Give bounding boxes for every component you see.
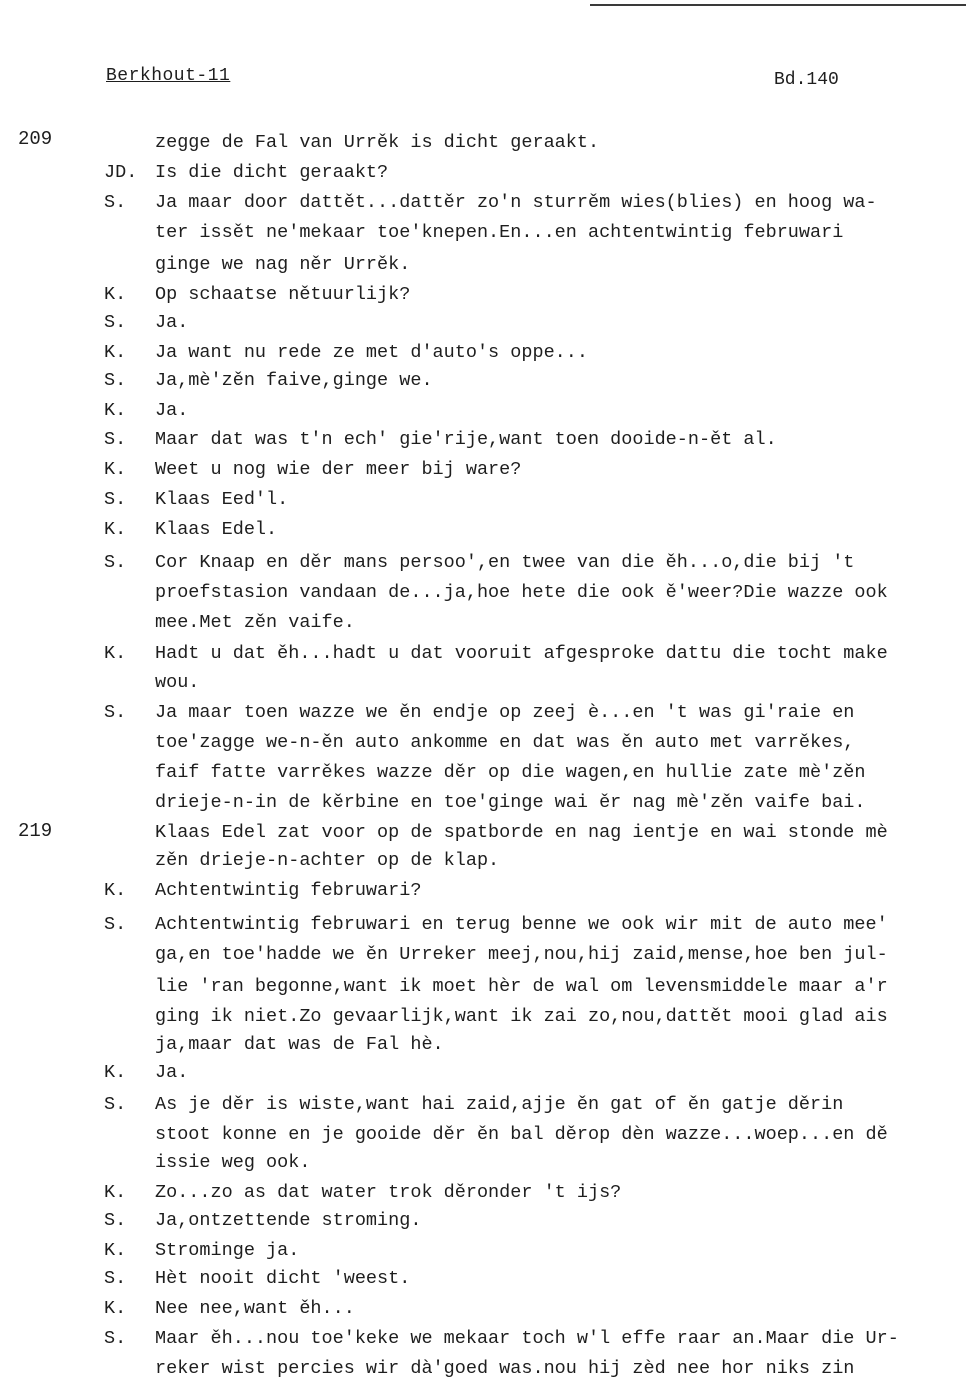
utterance-text: Cor Knaap en děr mans persoo',en twee van die ěh...o,die bij 't	[155, 552, 855, 573]
transcript-line	[0, 698, 966, 727]
transcript-line	[0, 818, 966, 847]
speaker-label: S.	[104, 1094, 127, 1115]
transcript-line	[0, 396, 966, 425]
speaker-label: K.	[104, 1182, 127, 1203]
continuation-text: ter issět ne'mekaar toe'knepen.En...en achtentwintig februwari	[155, 222, 844, 243]
speaker-label: JD.	[104, 162, 138, 183]
transcript-line	[0, 280, 966, 309]
speaker-label: S.	[104, 489, 127, 510]
transcript-line	[0, 188, 966, 217]
speaker-label: K.	[104, 643, 127, 664]
transcript-line	[0, 1058, 966, 1087]
continuation-text: ja,maar dat was de Fal hè.	[155, 1034, 444, 1055]
transcript-line	[0, 1178, 966, 1207]
transcript-line	[0, 1236, 966, 1265]
speaker-label: S.	[104, 312, 127, 333]
continuation-text: drieje-n-in de kěrbine en toe'ginge wai ěr nag mè'zěn vaife bai.	[155, 792, 866, 813]
continuation-text: wou.	[155, 672, 200, 693]
continuation-text: ginge we nag něr Urrěk.	[155, 254, 411, 275]
transcript-line	[0, 910, 966, 939]
transcript-line	[0, 218, 966, 247]
continuation-text: proefstasion vandaan de...ja,hoe hete die ook ě'weer?Die wazze ook	[155, 582, 888, 603]
transcript-line	[0, 515, 966, 544]
speaker-label: S.	[104, 192, 127, 213]
transcript-line	[0, 876, 966, 905]
transcript-line	[0, 972, 966, 1001]
transcript-line	[0, 608, 966, 637]
utterance-text: Klaas Eed'l.	[155, 489, 289, 510]
speaker-label: S.	[104, 552, 127, 573]
speaker-label: K.	[104, 400, 127, 421]
continuation-text: lie 'ran begonne,want ik moet hèr de wal om levensmiddele maar a'r	[155, 976, 888, 997]
utterance-text: Hèt nooit dicht 'weest.	[155, 1268, 411, 1289]
transcript-line	[0, 1090, 966, 1119]
continuation-text: issie weg ook.	[155, 1152, 311, 1173]
transcript-line	[0, 846, 966, 875]
utterance-text: Maar dat was t'n ech' gie'rije,want toen dooide-n-ět al.	[155, 429, 777, 450]
continuation-text: reker wist percies wir dà'goed was.nou hij zèd nee hor niks zin	[155, 1358, 855, 1378]
utterance-text: Klaas Edel.	[155, 519, 278, 540]
speaker-label: S.	[104, 1328, 127, 1349]
continuation-text: ga,en toe'hadde we ěn Urreker meej,nou,hij zaid,mense,hoe ben jul-	[155, 944, 888, 965]
transcript-line	[0, 639, 966, 668]
transcript-line	[0, 668, 966, 697]
continuation-text: toe'zagge we-n-ěn auto ankomme en dat was ěn auto met varrěkes,	[155, 732, 855, 753]
transcript-line	[0, 788, 966, 817]
utterance-text: Ja,mè'zěn faive,ginge we.	[155, 370, 433, 391]
continuation-text: zěn drieje-n-achter op de klap.	[155, 850, 500, 871]
transcript-line	[0, 1002, 966, 1031]
page-number: Bd.140	[774, 70, 839, 90]
utterance-text: Zo...zo as dat water trok děronder 't ijs?	[155, 1182, 622, 1203]
utterance-text: Op schaatse nětuurlijk?	[155, 284, 411, 305]
continuation-text: ging ik niet.Zo gevaarlijk,want ik zai zo,nou,dattět mooi glad ais	[155, 1006, 888, 1027]
speaker-label: K.	[104, 1240, 127, 1261]
transcript-line	[0, 1264, 966, 1293]
transcript-line	[0, 1148, 966, 1177]
transcript-line	[0, 308, 966, 337]
margin-line-number: 209	[18, 128, 53, 150]
utterance-text: Achtentwintig februwari?	[155, 880, 422, 901]
utterance-text: Is die dicht geraakt?	[155, 162, 389, 183]
utterance-text: Ja.	[155, 400, 189, 421]
transcript-line	[0, 1120, 966, 1149]
speaker-label: K.	[104, 459, 127, 480]
top-border-line	[590, 4, 966, 6]
speaker-label: K.	[104, 880, 127, 901]
transcript-line	[0, 940, 966, 969]
transcript-line	[0, 1030, 966, 1059]
transcript-line	[0, 485, 966, 514]
utterance-text: Weet u nog wie der meer bij ware?	[155, 459, 522, 480]
utterance-text: Maar ěh...nou toe'keke we mekaar toch w'l effe raar an.Maar die Ur-	[155, 1328, 899, 1349]
transcript-line	[0, 1294, 966, 1323]
continuation-text: zegge de Fal van Urrěk is dicht geraakt.	[155, 132, 600, 153]
speaker-label: K.	[104, 1062, 127, 1083]
transcript-line	[0, 1354, 966, 1378]
utterance-text: Ja.	[155, 312, 189, 333]
utterance-text: Achtentwintig februwari en terug benne we ook wir mit de auto mee'	[155, 914, 888, 935]
utterance-text: Nee nee,want ěh...	[155, 1298, 355, 1319]
utterance-text: Ja maar toen wazze we ěn endje op zeej è...en 't was gi'raie en	[155, 702, 855, 723]
speaker-label: S.	[104, 702, 127, 723]
continuation-text: Klaas Edel zat voor op de spatborde en nag ientje en wai stonde mè	[155, 822, 888, 843]
speaker-label: K.	[104, 284, 127, 305]
utterance-text: Strominge ja.	[155, 1240, 300, 1261]
speaker-label: S.	[104, 1210, 127, 1231]
utterance-text: Ja,ontzettende stroming.	[155, 1210, 422, 1231]
transcript-line	[0, 548, 966, 577]
margin-line-number: 219	[18, 820, 53, 842]
speaker-label: S.	[104, 370, 127, 391]
utterance-text: Ja maar door dattět...dattěr zo'n sturrěm wies(blies) en hoog wa-	[155, 192, 877, 213]
document-title: Berkhout-11	[106, 66, 231, 86]
transcript-line	[0, 758, 966, 787]
transcript-line	[0, 1206, 966, 1235]
transcript-line	[0, 128, 966, 157]
transcript-line	[0, 425, 966, 454]
utterance-text: Ja.	[155, 1062, 189, 1083]
transcript-line	[0, 455, 966, 484]
transcript-line	[0, 338, 966, 367]
speaker-label: S.	[104, 914, 127, 935]
transcript-line	[0, 1324, 966, 1353]
transcript-line	[0, 250, 966, 279]
speaker-label: K.	[104, 342, 127, 363]
continuation-text: mee.Met zěn vaife.	[155, 612, 355, 633]
transcript-line	[0, 158, 966, 187]
utterance-text: Ja want nu rede ze met d'auto's oppe...	[155, 342, 588, 363]
utterance-text: Hadt u dat ěh...hadt u dat vooruit afgesproke dattu die tocht make	[155, 643, 888, 664]
utterance-text: As je děr is wiste,want hai zaid,ajje ěn gat of ěn gatje děrin	[155, 1094, 844, 1115]
transcript-line	[0, 728, 966, 757]
continuation-text: faif fatte varrěkes wazze děr op die wagen,en hullie zate mè'zěn	[155, 762, 866, 783]
speaker-label: S.	[104, 1268, 127, 1289]
speaker-label: S.	[104, 429, 127, 450]
transcript-line	[0, 366, 966, 395]
continuation-text: stoot konne en je gooide děr ěn bal děrop dèn wazze...woep...en dě	[155, 1124, 888, 1145]
transcript-line	[0, 578, 966, 607]
speaker-label: K.	[104, 519, 127, 540]
speaker-label: K.	[104, 1298, 127, 1319]
